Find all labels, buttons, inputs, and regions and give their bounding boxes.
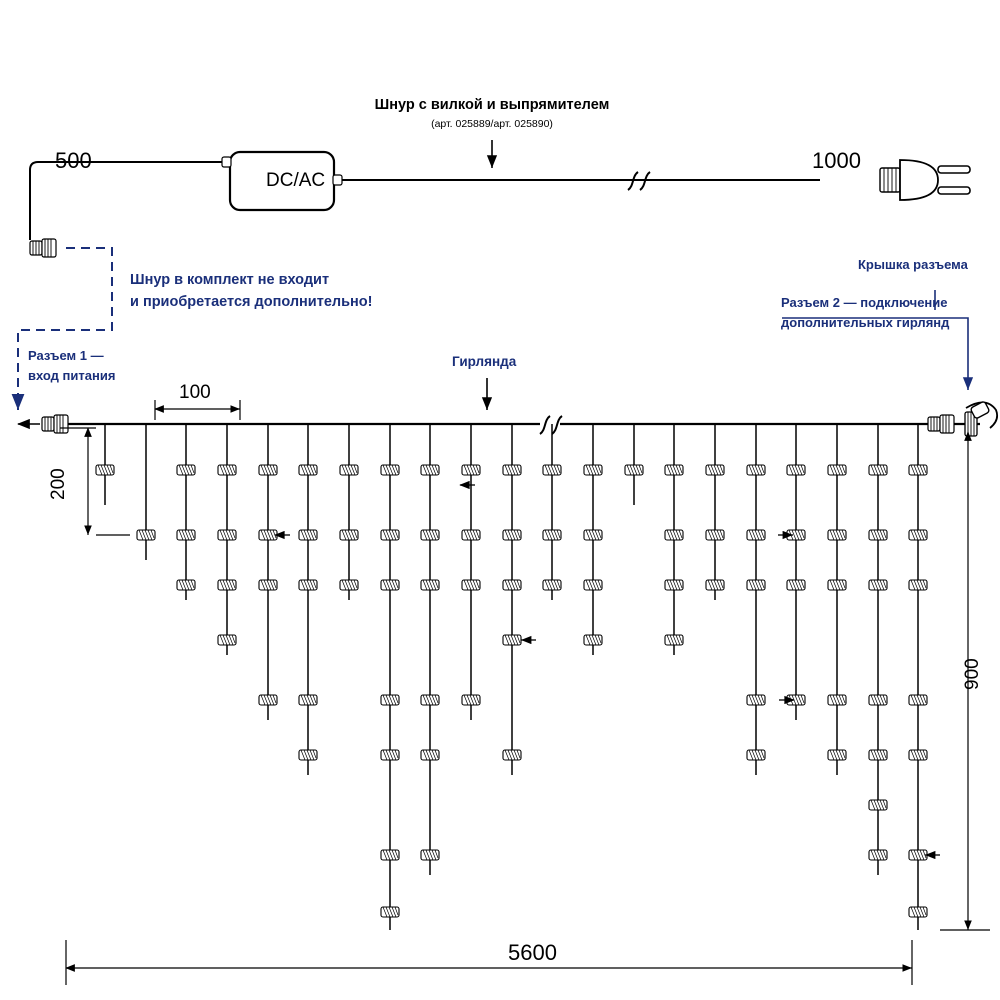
cord-connector-icon bbox=[30, 239, 56, 257]
dimension-5600-line bbox=[66, 940, 912, 985]
connector1-label-line1: Разъем 1 — bbox=[28, 348, 104, 363]
connector2-icon bbox=[928, 401, 997, 436]
optional-cord-dashed-path bbox=[18, 248, 112, 410]
power-cord-path bbox=[30, 162, 820, 240]
garland-strands bbox=[105, 424, 918, 930]
adapter-label: DC/AC bbox=[266, 170, 326, 191]
dimension-5600-label: 5600 bbox=[508, 940, 557, 965]
cord-title-line1: Шнур с вилкой и выпрямителем bbox=[374, 97, 610, 113]
connector1-label-line2: вход питания bbox=[28, 368, 116, 383]
cap-label: Крышка разъема bbox=[858, 257, 968, 272]
dimension-1000-label: 1000 bbox=[812, 148, 861, 173]
dimension-200-label: 200 bbox=[48, 468, 69, 500]
dimension-500-label: 500 bbox=[55, 148, 92, 173]
dimension-100-label: 100 bbox=[179, 382, 211, 403]
dimension-200-line bbox=[60, 428, 130, 535]
note-line1: Шнур в комплект не входит bbox=[130, 272, 330, 288]
break-mark-bus bbox=[540, 416, 562, 434]
garland-label: Гирлянда bbox=[452, 354, 517, 369]
cord-title-line2: (арт. 025889/арт. 025890) bbox=[431, 118, 553, 130]
mains-plug-icon bbox=[880, 160, 970, 200]
connector2-label-line1: Разъем 2 — подключение bbox=[781, 295, 948, 310]
dimension-900-label: 900 bbox=[962, 658, 983, 690]
note-line2: и приобретается дополнительно! bbox=[130, 294, 373, 310]
connector2-label-line2: дополнительных гирлянд bbox=[781, 315, 950, 330]
connector1-icon bbox=[42, 415, 68, 433]
